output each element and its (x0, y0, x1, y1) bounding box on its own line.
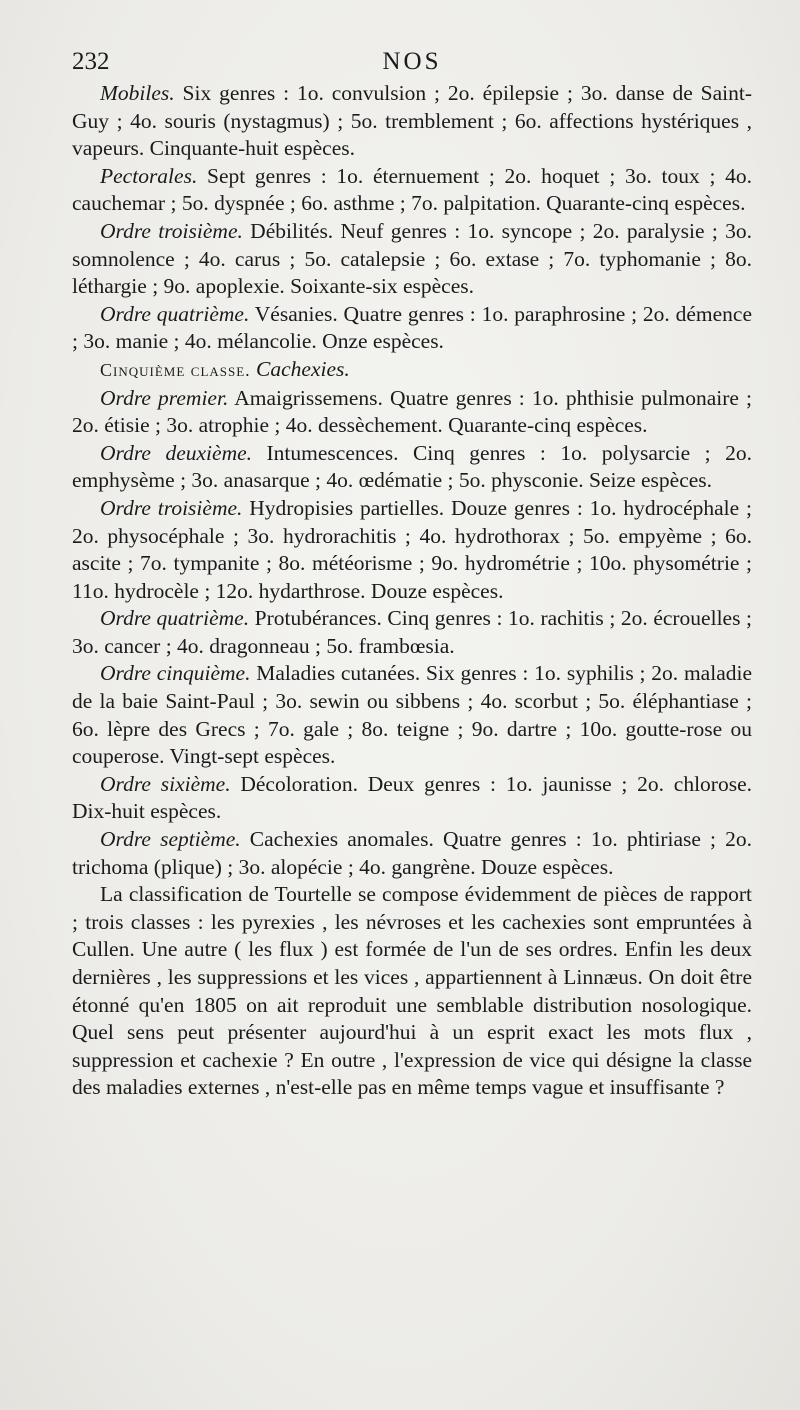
entry-ordre-premier (72, 385, 752, 440)
entry-text: Six genres : 1o. convulsion ; 2o. épilepsie ; 3o. danse de Saint-Guy ; 4o. souris (nystagmus) ; 5o. tremblement ; 6o. affections hystériques , vapeurs. Cinquante-huit espèces. (72, 81, 752, 161)
entry-ordre-quatrieme-vesanies (72, 301, 752, 356)
closing-paragraph: La classification de Tourtelle se compose évidemment de pièces de rapport ; trois classes : les pyrexies , les névroses et les cachexies sont empruntées à Cullen. Une autre ( les flux ) est formée de l'un de ses ordres. Enfin les deux dernières , les suppressions et les vices , appartiennent à Linnæus. On doit être étonné qu'en 1805 on ait reproduit une semblable distribution nosologique. Quel sens peut présenter aujourd'hui à un esprit exact les mots flux , suppression et cachexie ? En outre , l'expression de vice qui désigne la classe des maladies externes , n'est-elle pas en même temps vague et insuffisante ? (72, 882, 752, 1100)
entry-text: Vésanies. Quatre genres : 1o. paraphrosine ; 2o. démence ; 3o. manie ; 4o. mélancolie. Onze espèces. (72, 301, 752, 354)
entry-name: Ordre troisième. (100, 218, 243, 243)
entry-ordre-sixieme (72, 771, 752, 826)
entry-text: Amaigrissemens. Quatre genres : 1o. phthisie pulmonaire ; 2o. étisie ; 3o. atrophie ; 4o. dessèchement. Quarante-cinq espèces. (72, 385, 752, 438)
entry-name: Ordre septième. (100, 827, 241, 852)
entry-name: Ordre quatrième. (100, 606, 250, 631)
entry-text: Décoloration. Deux genres : 1o. jaunisse ; 2o. chlorose. Dix-huit espèces. (72, 771, 752, 824)
entry-mobiles (72, 80, 752, 163)
entry-name: Ordre premier. (100, 385, 229, 410)
entry-text: Protubérances. Cinq genres : 1o. rachitis ; 2o. écrouelles ; 3o. cancer ; 4o. dragonneau ; 5o. frambœsia. (72, 606, 753, 658)
entry-ordre-troisieme-debilites (72, 218, 752, 301)
page-header (72, 48, 752, 78)
class-label: Cinquième classe. (100, 359, 251, 380)
entry-ordre-septieme (72, 826, 752, 881)
entry-ordre-cinquieme (72, 660, 752, 770)
entry-name: Ordre troisième. (100, 495, 243, 520)
entry-name: Ordre sixième. (100, 771, 231, 796)
entry-text: Maladies cutanées. Six genres : 1o. syphilis ; 2o. maladie de la baie Saint-Paul ; 3o. sewin ou sibbens ; 4o. scorbut ; 5o. éléphantiase ; 6o. lèpre des Grecs ; 7o. gale ; 8o. teigne ; 9o. dartre ; 10o. goutte-rose ou couperose. Vingt-sept espèces. (72, 661, 753, 769)
entry-text: Sept genres : 1o. éternuement ; 2o. hoquet ; 3o. toux ; 4o. cauchemar ; 5o. dyspnée ; 6o. asthme ; 7o. palpitation. Quarante-cinq espèces. (72, 163, 752, 216)
entry-text: Hydropisies partielles. Douze genres : 1o. hydrocéphale ; 2o. physocéphale ; 3o. hydrorachitis ; 4o. hydrothorax ; 5o. empyème ; 6o. ascite ; 7o. tympanite ; 8o. météorisme ; 9o. hydrométrie ; 10o. physométrie ; 11o. hydrocèle ; 12o. hydarthrose. Douze espèces. (72, 495, 752, 603)
entry-name: Ordre cinquième. (100, 661, 251, 686)
entry-ordre-quatrieme-protuberances (72, 605, 752, 660)
entry-name: Ordre quatrième. (100, 301, 250, 326)
entry-text: Intumescences. Cinq genres : 1o. polysarcie ; 2o. emphysème ; 3o. anasarque ; 4o. œdématie ; 5o. physconie. Seize espèces. (72, 440, 752, 493)
entry-name: Pectorales. (100, 163, 198, 188)
page-number: 232 (72, 48, 110, 75)
page-body (72, 80, 752, 1102)
entry-ordre-deuxieme (72, 440, 752, 495)
entry-text: Débilités. Neuf genres : 1o. syncope ; 2o. paralysie ; 3o. somnolence ; 4o. carus ; 5o. catalepsie ; 6o. extase ; 7o. typhomanie ; 8o. léthargie ; 9o. apoplexie. Soixante-six espèces. (72, 218, 752, 299)
entry-name: Ordre deuxième. (100, 440, 253, 465)
entry-pectorales (72, 163, 752, 218)
class-title: Cachexies. (256, 356, 350, 381)
running-head: NOS (382, 48, 442, 75)
entry-name: Mobiles. (100, 81, 175, 105)
entry-ordre-troisieme-hydropisies (72, 495, 752, 605)
entry-text: Cachexies anomales. Quatre genres : 1o. phtiriase ; 2o. trichoma (plique) ; 3o. alopécie ; 4o. gangrène. Douze espèces. (72, 827, 752, 879)
class-heading (72, 356, 752, 385)
